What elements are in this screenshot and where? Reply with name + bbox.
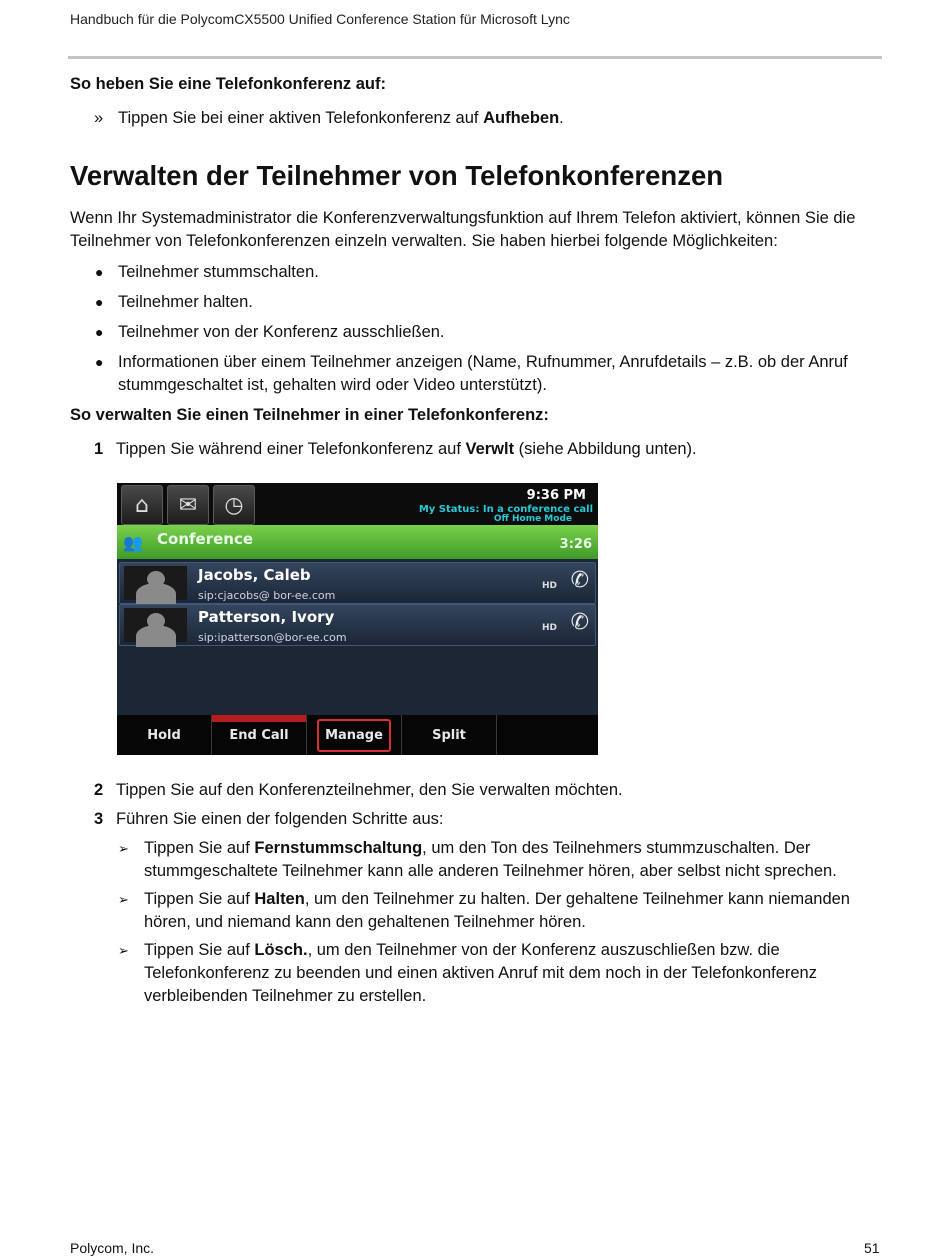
bullet-marker: ● [95, 264, 104, 280]
phone-status-bar [117, 483, 598, 525]
manage-softkey-label: Manage [317, 719, 391, 752]
split-softkey[interactable]: Split [402, 715, 497, 755]
list-item [70, 261, 882, 284]
options-list [70, 261, 882, 397]
bullet-text: Teilnehmer von der Konferenz ausschließen. [118, 323, 445, 341]
conference-title: Conference [157, 530, 254, 548]
active-call-icon: ✆ [570, 610, 589, 635]
clock-icon[interactable]: ◷ [213, 485, 255, 525]
manage-procedure-heading: So verwalten Sie einen Teilnehmer in einer Telefonkonferenz: [70, 406, 549, 424]
avatar [124, 608, 187, 642]
participant-row[interactable] [119, 604, 596, 646]
bullet-text: Teilnehmer stummschalten. [118, 263, 319, 281]
substep-text: Tippen Sie auf [144, 839, 255, 857]
step-bold: Aufheben [483, 109, 560, 127]
participant-sip: sip:ipatterson@bor-ee.com [198, 631, 347, 644]
procedure-steps-continued [70, 779, 882, 831]
substeps-list [70, 837, 882, 1008]
bullet-marker: ● [95, 324, 104, 340]
avatar [124, 566, 187, 600]
participant-name: Patterson, Ivory [198, 608, 335, 626]
step-text: Tippen Sie bei einer aktiven Telefonkonferenz auf [118, 109, 484, 127]
step-bold: Verwlt [465, 440, 515, 458]
running-header: Handbuch für die PolycomCX5500 Unified Conference Station für Microsoft Lync [70, 11, 570, 27]
empty-softkey [497, 715, 598, 755]
substep-bold: Lösch. [254, 941, 308, 959]
header-divider [68, 56, 882, 59]
intro-paragraph: Wenn Ihr Systemadministrator die Konferenzverwaltungsfunktion auf Ihrem Telefon aktiviert, können Sie die Teilnehmer von Telefonkonferenzen einzeln verwalten. Sie haben hierbei folgende Möglichkeiten: [70, 209, 856, 250]
substep-text-end: , um den Teilnehmer zu halten. Der gehaltene Teilnehmer kann niemanden hören, und niemand kann den gehaltenen Teilnehmer hören. [144, 890, 850, 931]
step-number: 1 [94, 440, 104, 458]
list-item [70, 888, 882, 934]
home-icon[interactable]: ⌂ [121, 485, 163, 525]
step-3 [70, 808, 882, 831]
substep-bold: Fernstummschaltung [254, 839, 423, 857]
list-item [70, 939, 882, 1008]
end-call-softkey[interactable]: End Call [212, 715, 307, 755]
step-text: Tippen Sie während einer Telefonkonferenz auf [116, 440, 466, 458]
page-content [70, 73, 882, 1013]
bullet-marker: ● [95, 354, 104, 370]
page-number: 51 [864, 1240, 880, 1256]
envelope-icon[interactable]: ✉ [167, 485, 209, 525]
participant-row[interactable] [119, 562, 596, 604]
step-text-end: . [559, 109, 564, 127]
substep-text: Tippen Sie auf [144, 890, 255, 908]
active-call-icon: ✆ [570, 568, 589, 593]
list-item [70, 837, 882, 883]
guillemet-marker: » [94, 109, 104, 127]
hd-icon: HD [541, 581, 557, 591]
step-number: 3 [94, 810, 104, 828]
conference-duration: 3:26 [559, 537, 592, 552]
footer-company: Polycom, Inc. [70, 1240, 155, 1256]
list-item [70, 321, 882, 344]
substep-text: Tippen Sie auf [144, 941, 255, 959]
substep-text-end: , um den Ton des Teilnehmers stummzuschalten. Der stummgeschaltete Teilnehmer kann alle anderen Teilnehmer hören, aber selbst nicht sprechen. [144, 839, 837, 880]
substep-bold: Halten [254, 890, 305, 908]
procedure-steps [70, 438, 882, 461]
hold-procedure-heading: So heben Sie eine Telefonkonferenz auf: [70, 75, 386, 93]
hold-softkey[interactable]: Hold [117, 715, 212, 755]
hd-icon: HD [541, 623, 557, 633]
phone-screenshot [117, 483, 598, 755]
softkey-bar [117, 715, 598, 755]
list-item [70, 351, 882, 397]
arrow-marker: ➢ [118, 943, 129, 958]
list-item [70, 291, 882, 314]
manage-softkey[interactable] [307, 715, 402, 755]
section-title: Verwalten der Teilnehmer von Telefonkonferenzen [70, 160, 724, 191]
phone-time: 9:36 PM [526, 488, 586, 503]
conference-bar [117, 525, 598, 559]
step-2 [70, 779, 882, 802]
hold-steps [70, 107, 882, 130]
bullet-text: Teilnehmer halten. [118, 293, 253, 311]
step-number: 2 [94, 781, 104, 799]
conference-people-icon: 👥 [123, 533, 143, 552]
presence-status-secondary: Off Home Mode [493, 514, 572, 524]
step-text: Führen Sie einen der folgenden Schritte aus: [116, 810, 444, 828]
substep-text-end: , um den Teilnehmer von der Konferenz auszuschließen bzw. die Telefonkonferenz zu beenden und einen aktiven Anruf mit dem noch in der Telefonkonferenz verbleibenden Teilnehmer zu erstellen. [144, 941, 817, 1005]
arrow-marker: ➢ [118, 841, 129, 856]
presence-status: My Status: In a conference call [418, 504, 593, 515]
participant-sip: sip:cjacobs@ bor-ee.com [198, 589, 336, 602]
list-item [70, 107, 882, 130]
bullet-text: Informationen über einem Teilnehmer anzeigen (Name, Rufnummer, Anrufdetails – z.B. ob der Anruf stummgeschaltet ist, gehalten wird oder Video unterstützt). [118, 353, 848, 394]
step-text-end: (siehe Abbildung unten). [514, 440, 697, 458]
bullet-marker: ● [95, 294, 104, 310]
step-1 [70, 438, 882, 461]
arrow-marker: ➢ [118, 892, 129, 907]
step-text: Tippen Sie auf den Konferenzteilnehmer, den Sie verwalten möchten. [116, 781, 623, 799]
participant-name: Jacobs, Caleb [198, 566, 311, 584]
